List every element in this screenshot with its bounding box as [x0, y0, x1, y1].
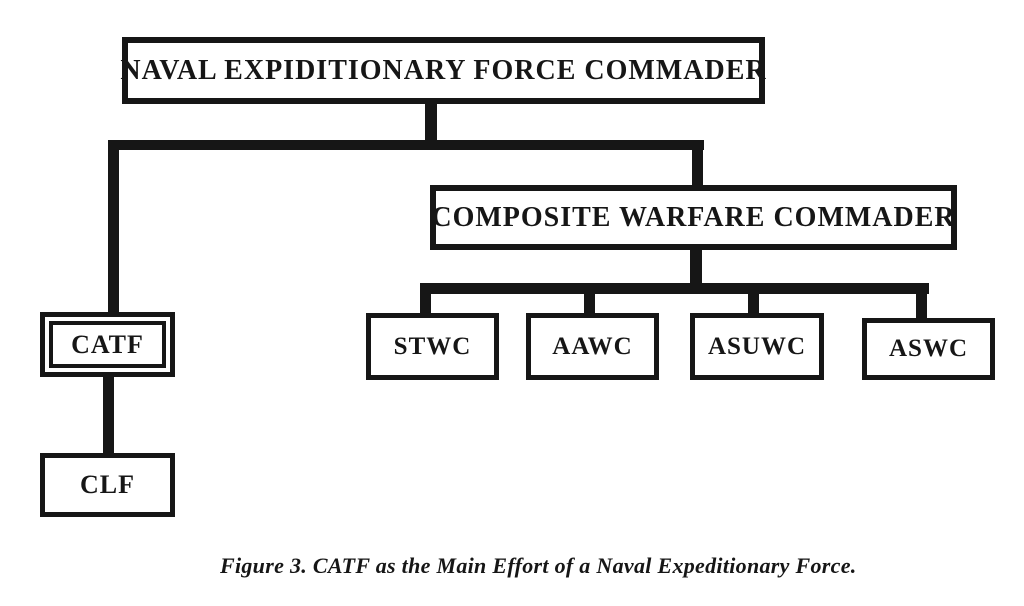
node-asuwc [690, 313, 824, 380]
connector-right-to-cwc [692, 140, 703, 190]
node-clf [40, 453, 175, 517]
connector-drop-stwc [420, 283, 431, 316]
node-label: ASUWC [707, 332, 807, 360]
node-label: NAVAL EXPIDITIONARY FORCE COMMADER [120, 54, 767, 86]
connector-catf-to-clf [103, 375, 114, 455]
node-label: COMPOSITE WARFARE COMMADER [431, 201, 956, 233]
node-label: CLF [80, 470, 135, 499]
connector-left-to-catf [108, 140, 119, 316]
node-catf [40, 312, 175, 377]
node-aswc [862, 318, 995, 380]
connector-warfare-horizontal [420, 283, 929, 294]
node-label: STWC [393, 332, 472, 360]
node-stwc [366, 313, 499, 380]
node-catf-inner-border [49, 321, 166, 368]
node-label: CATF [71, 329, 144, 359]
connector-drop-aswc [916, 283, 927, 320]
figure-caption: Figure 3. CATF as the Main Effort of a Naval Expeditionary Force. [220, 553, 857, 578]
node-label: ASWC [888, 335, 968, 362]
connector-drop-aawc [584, 283, 595, 316]
connector-drop-asuwc [748, 283, 759, 316]
connector-top-horizontal [108, 140, 704, 150]
connector-cwc-stub [690, 248, 702, 286]
node-aawc [526, 313, 659, 380]
node-naval-expeditionary-force-commander [122, 37, 765, 104]
node-label: AAWC [552, 332, 633, 360]
node-composite-warfare-commander [430, 185, 957, 250]
